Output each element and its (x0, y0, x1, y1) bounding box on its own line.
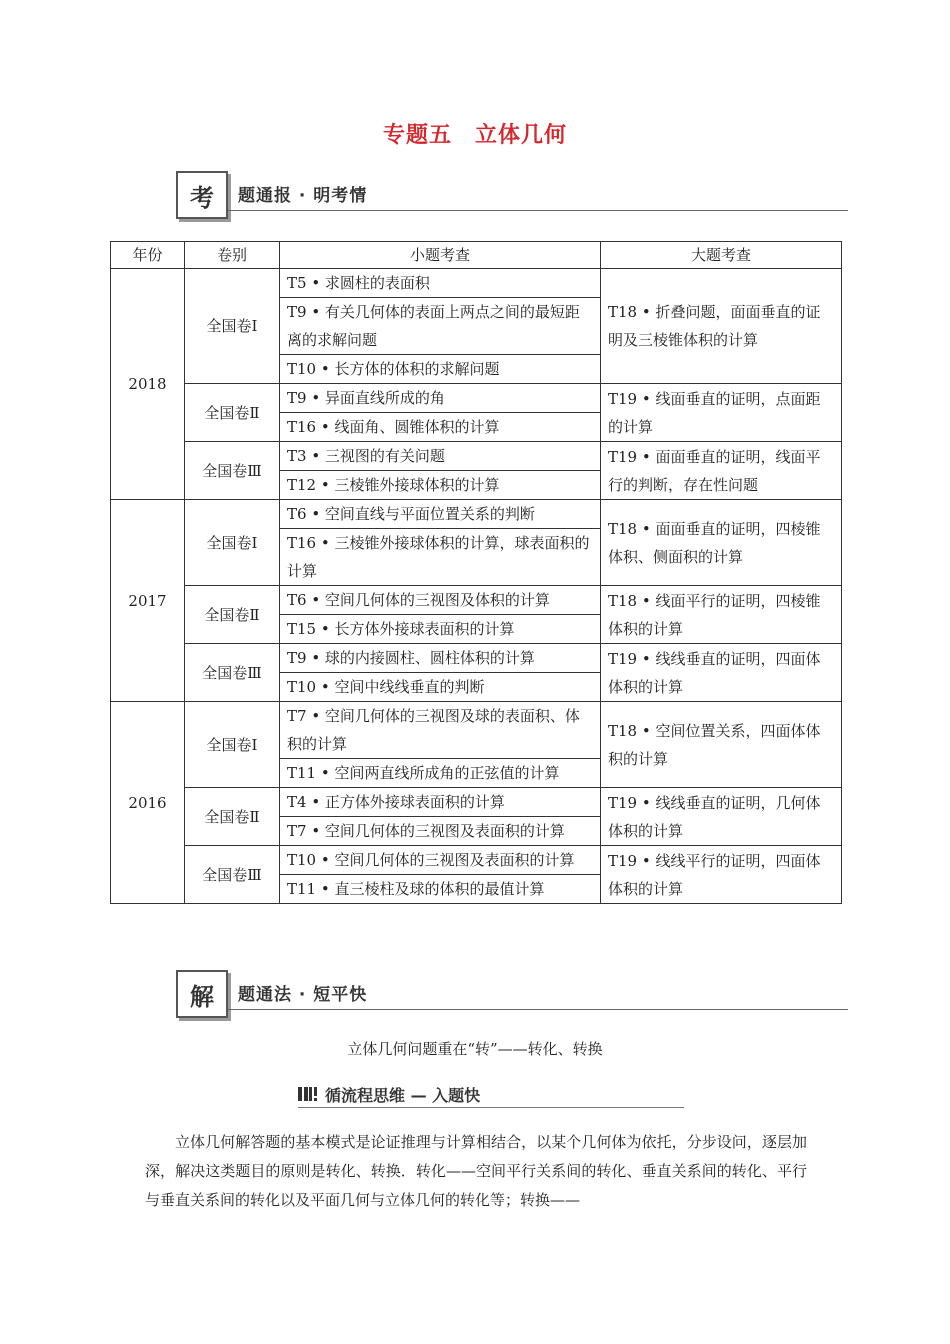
small-question-cell: T6 • 空间直线与平面位置关系的判断 (280, 500, 601, 529)
header-big-questions: 大题考查 (601, 242, 842, 269)
section-banner-exam-report (176, 171, 848, 221)
small-question-cell: T3 • 三视图的有关问题 (280, 442, 601, 471)
exam-analysis-table (110, 241, 842, 904)
table-row (111, 384, 842, 413)
volume-cell: 全国卷Ⅱ (185, 788, 280, 846)
big-question-cell: T18 • 面面垂直的证明，四棱锥体积、侧面积的计算 (601, 500, 842, 586)
volume-cell: 全国卷Ⅰ (185, 702, 280, 788)
small-question-cell: T9 • 有关几何体的表面上两点之间的最短距离的求解问题 (280, 298, 601, 355)
small-question-cell: T7 • 空间几何体的三视图及表面积的计算 (280, 817, 601, 846)
subheading-rule (298, 1107, 684, 1108)
big-question-cell: T19 • 线面垂直的证明，点面距的计算 (601, 384, 842, 442)
small-question-cell: T9 • 球的内接圆柱、圆柱体积的计算 (280, 644, 601, 673)
small-question-cell: T9 • 异面直线所成的角 (280, 384, 601, 413)
volume-cell: 全国卷Ⅲ (185, 846, 280, 904)
big-question-cell: T18 • 折叠问题，面面垂直的证明及三棱锥体积的计算 (601, 269, 842, 384)
banner-rule (228, 210, 848, 211)
body-paragraph: 立体几何解答题的基本模式是论证推理与计算相结合，以某个几何体为依托，分步设问，逐层加深，解决这类题目的原则是转化、转换．转化——空间平行关系间的转化、垂直关系间的转化、平行与垂直关系间的转化以及平面几何与立体几何的转化等；转换—— (145, 1133, 807, 1209)
big-question-cell: T18 • 线面平行的证明，四棱锥体积的计算 (601, 586, 842, 644)
small-question-cell: T15 • 长方体外接球表面积的计算 (280, 615, 601, 644)
small-question-cell: T10 • 空间几何体的三视图及表面积的计算 (280, 846, 601, 875)
small-question-cell: T4 • 正方体外接球表面积的计算 (280, 788, 601, 817)
table-row (111, 846, 842, 875)
header-small-questions: 小题考查 (280, 242, 601, 269)
small-question-cell: T10 • 空间中线线垂直的判断 (280, 673, 601, 702)
table-row (111, 702, 842, 759)
bar-chart-exclaim-icon (298, 1087, 318, 1101)
small-question-cell: T16 • 线面角、圆锥体积的计算 (280, 413, 601, 442)
big-question-cell: T19 • 线线垂直的证明，几何体体积的计算 (601, 788, 842, 846)
page-title: 专题五 立体几何 (382, 123, 567, 148)
year-cell: 2018 (111, 269, 185, 500)
banner-rule (228, 1009, 848, 1010)
year-cell: 2017 (111, 500, 185, 702)
table-row (111, 788, 842, 817)
section-banner-label: 题通法 · 短平快 (238, 985, 368, 1005)
table-row (111, 442, 842, 471)
big-question-cell: T18 • 空间位置关系，四面体体积的计算 (601, 702, 842, 788)
header-volume: 卷别 (185, 242, 280, 269)
volume-cell: 全国卷Ⅰ (185, 269, 280, 384)
subheading (298, 1083, 684, 1109)
volume-cell: 全国卷Ⅰ (185, 500, 280, 586)
section-intro-line: 立体几何问题重在“转”——转化、转换 (347, 1040, 603, 1058)
big-question-cell: T19 • 面面垂直的证明，线面平行的判断，存在性问题 (601, 442, 842, 500)
volume-cell: 全国卷Ⅱ (185, 384, 280, 442)
table-row (111, 269, 842, 298)
small-question-cell: T11 • 空间两直线所成角的正弦值的计算 (280, 759, 601, 788)
small-question-cell: T5 • 求圆柱的表面积 (280, 269, 601, 298)
small-question-cell: T10 • 长方体的体积的求解问题 (280, 355, 601, 384)
big-question-cell: T19 • 线线平行的证明，四面体体积的计算 (601, 846, 842, 904)
small-question-cell: T12 • 三棱锥外接球体积的计算 (280, 471, 601, 500)
volume-cell: 全国卷Ⅱ (185, 586, 280, 644)
jie-icon: 解 (176, 970, 228, 1018)
small-question-cell: T11 • 直三棱柱及球的体积的最值计算 (280, 875, 601, 904)
header-year: 年份 (111, 242, 185, 269)
big-question-cell: T19 • 线线垂直的证明，四面体体积的计算 (601, 644, 842, 702)
table-header-row (111, 242, 842, 269)
small-question-cell: T7 • 空间几何体的三视图及球的表面积、体积的计算 (280, 702, 601, 759)
subheading-text: 循流程思维 — 入题快 (325, 1086, 481, 1105)
volume-cell: 全国卷Ⅲ (185, 644, 280, 702)
kao-icon: 考 (176, 171, 228, 219)
table-row (111, 500, 842, 529)
small-question-cell: T16 • 三棱锥外接球体积的计算，球表面积的计算 (280, 529, 601, 586)
table-row (111, 644, 842, 673)
table-row (111, 586, 842, 615)
section-banner-label: 题通报 · 明考情 (238, 186, 368, 206)
year-cell: 2016 (111, 702, 185, 904)
small-question-cell: T6 • 空间几何体的三视图及体积的计算 (280, 586, 601, 615)
volume-cell: 全国卷Ⅲ (185, 442, 280, 500)
section-banner-methods (176, 970, 848, 1020)
